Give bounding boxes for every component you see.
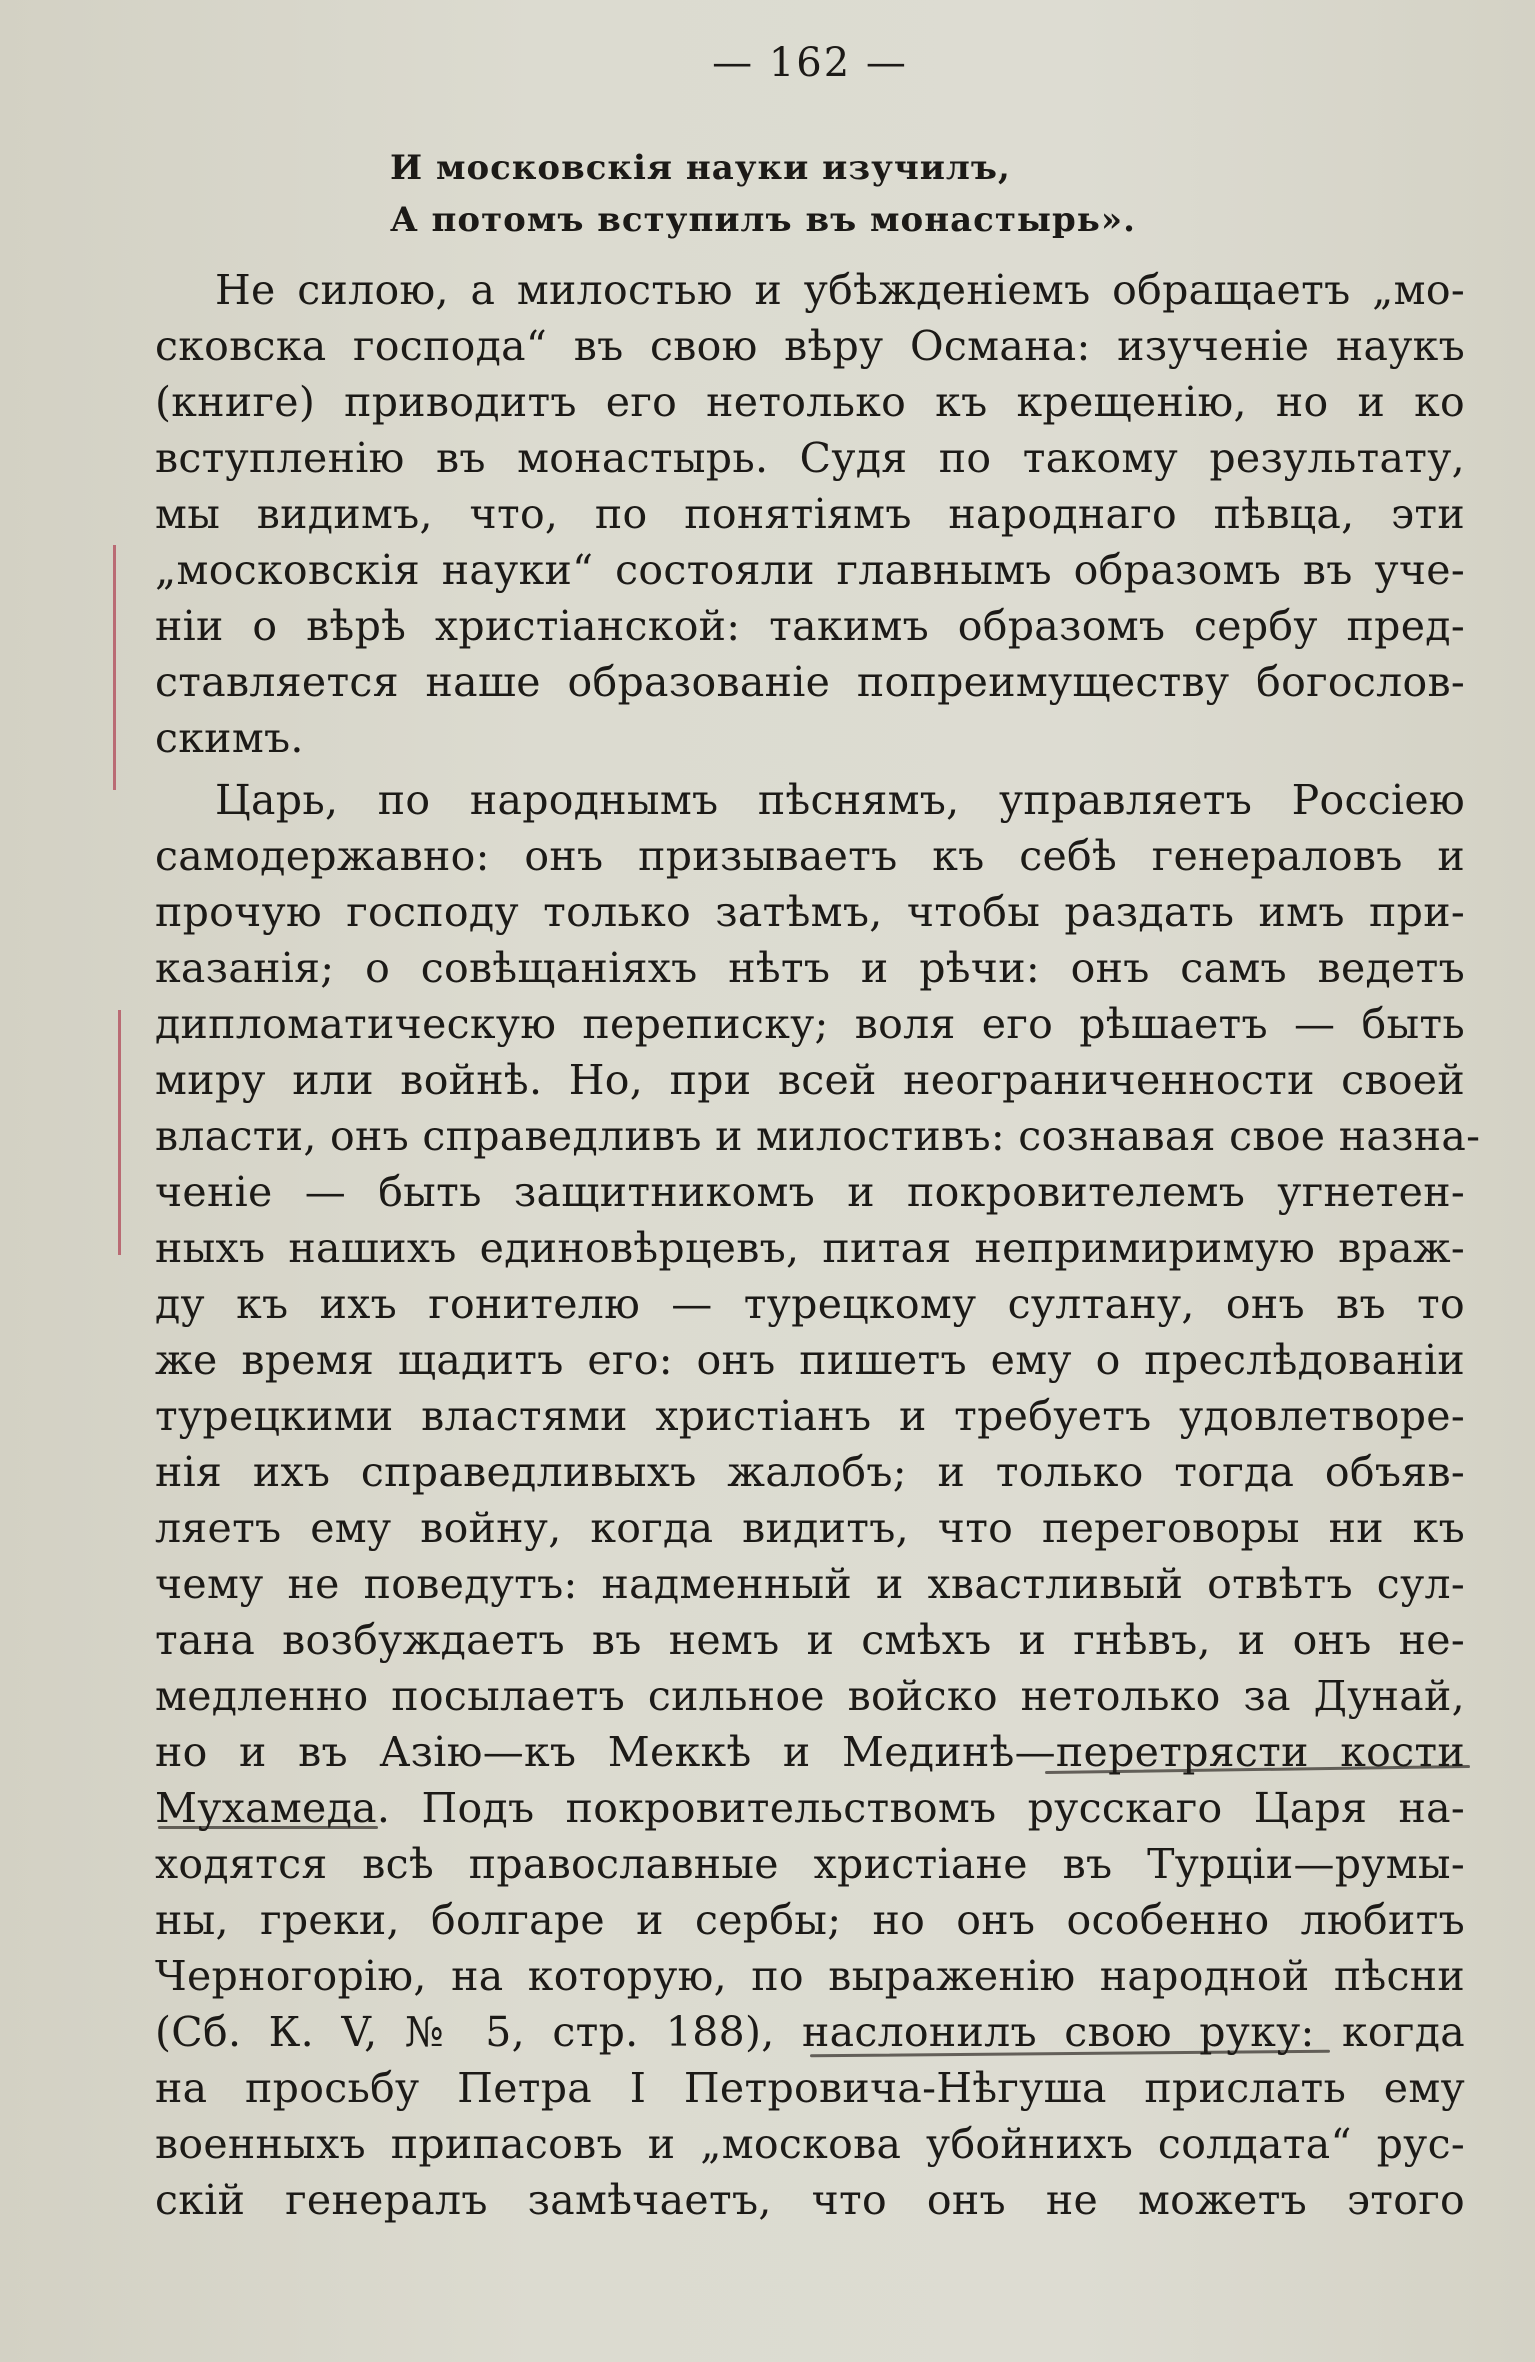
- text-line: чему не поведутъ: надменный и хвастливый отвѣтъ сул-: [155, 1560, 1465, 1608]
- text-line: самодержавно: онъ призываетъ къ себѣ генераловъ и: [155, 832, 1465, 880]
- text-line: ляетъ ему войну, когда видитъ, что переговоры ни къ: [155, 1504, 1465, 1552]
- text-line: нія ихъ справедливыхъ жалобъ; и только тогда объяв-: [155, 1448, 1465, 1496]
- text-line: ду къ ихъ гонителю — турецкому султану, онъ въ то: [155, 1280, 1465, 1328]
- text-line: же время щадитъ его: онъ пишетъ ему о преслѣдованіи: [155, 1336, 1465, 1384]
- text-line: ходятся всѣ православные христіане въ Турціи—румы-: [155, 1840, 1465, 1888]
- margin-mark: [118, 1010, 121, 1255]
- text-line: власти, онъ справедливъ и милостивъ: сознавая свое назна-: [155, 1112, 1481, 1160]
- text-line: тана возбуждаетъ въ немъ и смѣхъ и гнѣвъ, и онъ не-: [155, 1616, 1465, 1664]
- text-line: дипломатическую переписку; воля его рѣшаетъ — быть: [155, 1000, 1465, 1048]
- text-line: „московскія науки“ состояли главнымъ образомъ въ уче-: [155, 546, 1465, 594]
- text-line: ныхъ нашихъ единовѣрцевъ, питая непримиримую враж-: [155, 1224, 1465, 1272]
- text-line: мы видимъ, что, по понятіямъ народнаго пѣвца, эти: [155, 490, 1465, 538]
- text-line: (книге) приводитъ его нетолько къ крещенію, но и ко: [155, 378, 1465, 426]
- text-line: казанія; о совѣщаніяхъ нѣтъ и рѣчи: онъ самъ ведетъ: [155, 944, 1465, 992]
- epigraph-line: И московскія науки изучилъ,: [390, 148, 1011, 188]
- text-line: прочую господу только затѣмъ, чтобы раздать имъ при-: [155, 888, 1465, 936]
- text-line: (Сб. К. V, № 5, стр. 188), наслонилъ свою руку: когда: [155, 2008, 1465, 2056]
- text-line: скій генералъ замѣчаетъ, что онъ не можетъ этого: [155, 2176, 1465, 2224]
- text-line: ченіе — быть защитникомъ и покровителемъ угнетен-: [155, 1168, 1465, 1216]
- text-line: ставляется наше образованіе попреимуществу богослов-: [155, 658, 1465, 706]
- text-line: Царь, по народнымъ пѣснямъ, управляетъ Россіею: [215, 776, 1465, 824]
- page-number: — 162 —: [712, 40, 908, 86]
- text-line: ны, греки, болгаре и сербы; но онъ особенно любитъ: [155, 1896, 1465, 1944]
- text-line: вступленію въ монастырь. Судя по такому результату,: [155, 434, 1465, 482]
- epigraph-line: А потомъ вступилъ въ монастырь».: [390, 200, 1136, 240]
- text-line: Не силою, а милостью и убѣжденіемъ обращаетъ „мо-: [215, 266, 1465, 314]
- text-line: Черногорію, на которую, по выраженію народной пѣсни: [155, 1952, 1465, 2000]
- text-line: турецкими властями христіанъ и требуетъ удовлетворе-: [155, 1392, 1465, 1440]
- text-line: военныхъ припасовъ и „москова убойнихъ солдата“ рус-: [155, 2120, 1465, 2168]
- text-line: миру или войнѣ. Но, при всей неограниченности своей: [155, 1056, 1465, 1104]
- text-line: на просьбу Петра I Петровича-Нѣгуша прислать ему: [155, 2064, 1465, 2112]
- text-line: скимъ.: [155, 714, 304, 762]
- text-line: ніи о вѣрѣ христіанской: такимъ образомъ сербу пред-: [155, 602, 1465, 650]
- text-line: медленно посылаетъ сильное войско нетолько за Дунай,: [155, 1672, 1465, 1720]
- text-line: Мухамеда. Подъ покровительствомъ русскаго Царя на-: [155, 1784, 1465, 1832]
- margin-mark: [113, 545, 116, 790]
- text-line: но и въ Азію—къ Меккѣ и Мединѣ—перетрясти кости: [155, 1728, 1465, 1776]
- text-line: сковска господа“ въ свою вѣру Османа: изученіе наукъ: [155, 322, 1465, 370]
